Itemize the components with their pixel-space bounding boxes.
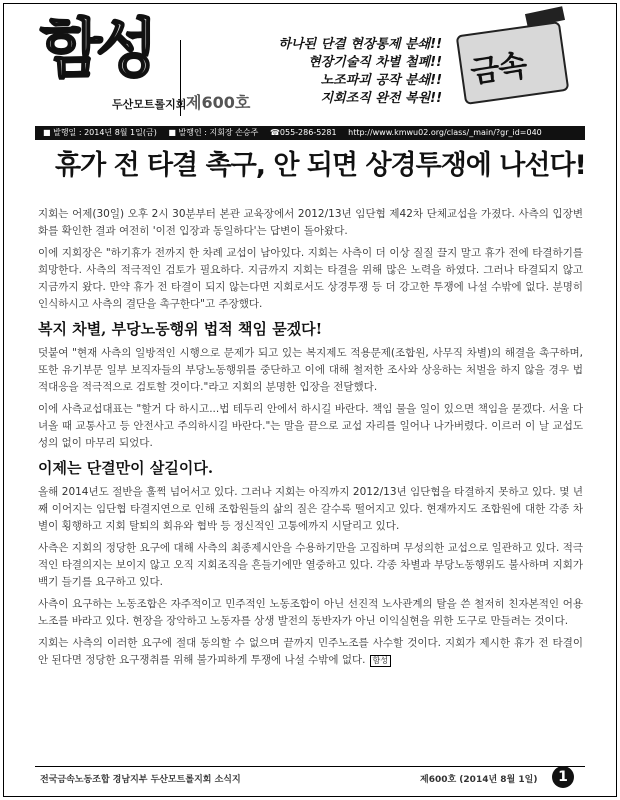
- slogan-item: 현장기술직 차별 철폐!!: [308, 55, 442, 70]
- publisher: ■ 발행인 : 지회장 손승주: [168, 128, 259, 137]
- paragraph: [38, 635, 583, 669]
- paragraph: 사측이 요구하는 노동조합은 자주적이고 민주적인 노동조합이 아닌 선진적 노사관계의 탈을 쓴 철저히 친자본적인 어용노조를 바라고 있다. 현장을 장악하고 노동자를 상생 발전의 동반자가 아닌 이익실현을 위한 도구로 만들려는 것이다.: [38, 598, 583, 627]
- union-logo-text: 금속: [468, 48, 529, 91]
- footer-issue: 제600호 (2014년 8월 1일): [420, 775, 538, 785]
- paragraph: 이에 사측교섭대표는 "할거 다 하시고...법 테두리 안에서 하시길 바란다. 책임 물을 일이 있으면 책임을 묻겠다. 서울 다녀올 때 교통사고 등 안전사고 주의하시길 바란다."는 말을 끝으로 교섭 자리를 일어나 나가버렸다. 이르러 이 날 교섭도 성의 없이 마무리 되었다.: [38, 403, 583, 449]
- paragraph: 올해 2014년도 절반을 훌쩍 넘어서고 있다. 그러나 지회는 아직까지 2012/13년 임단협을 타결하지 못하고 있다. 몇 년째 이어지는 임단협 타결지연으로 인해 조합원들의 삶의 질은 갈수록 떨어지고 있다. 현재까지도 조합원에 대한 각종 차별이 횡행하고 지회 탈퇴의 회유와 협박 등 정신적인 고통에까지 시달리고 있다.: [38, 486, 583, 532]
- publication-info-bar: [35, 126, 585, 140]
- newsletter-title: 함성: [40, 13, 152, 87]
- footer-divider: [35, 766, 585, 767]
- slogan-item: 지회조직 완전 복원!!: [320, 91, 442, 106]
- headline: 휴가 전 타결 촉구, 안 되면 상경투쟁에 나선다!: [55, 150, 586, 181]
- paragraph: 지회는 어제(30일) 오후 2시 30분부터 본관 교육장에서 2012/13년 임단협 제42차 단체교섭을 가졌다. 사측의 입장변화를 확인한 결과 여전히 '이전 입장과 동일하다'는 답변이 돌아왔다.: [38, 208, 583, 237]
- section-heading: 복지 차별, 부당노동행위 법적 책임 묻겠다!: [38, 320, 323, 338]
- slogan-item: 하나된 단결 현장통제 분쇄!!: [278, 37, 442, 52]
- masthead: [0, 0, 620, 137]
- footer-publisher: 전국금속노동조합 경남지부 두산모트롤지회 소식지: [40, 775, 241, 785]
- end-tag: 함성: [370, 655, 391, 667]
- paragraph: 덧붙여 "현재 사측의 일방적인 시행으로 문제가 되고 있는 복지제도 적용문제(조합원, 사무직 차별)의 해결을 촉구하며, 또한 유기부문 일부 보직자들의 부당노동행위를 중단하고 이에 대해 철저한 조사와 상응하는 처벌을 하지 않을 경우 법적대응을 적극적으로 검토할 것이다."라고 지회의 분명한 입장을 전달했다.: [38, 347, 583, 393]
- paragraph-text: 지회는 사측의 이러한 요구에 절대 동의할 수 없으며 끝까지 민주노조를 사수할 것이다. 지회가 제시한 휴가 전 타결이 안 된다면 정당한 요구쟁취를 위해 불가피하게 투쟁에 나설 수밖에 없다.: [38, 637, 583, 666]
- union-fist-logo: [450, 8, 570, 118]
- section-heading: 이제는 단결만이 살길이다.: [38, 459, 214, 477]
- newsletter-subtitle: 두산모트롤지회: [112, 98, 187, 111]
- website-url[interactable]: http://www.kmwu02.org/class/_main/?gr_id=040: [348, 128, 542, 137]
- slogan-item: 노조파괴 공작 분쇄!!: [320, 73, 442, 88]
- article-body: [38, 206, 583, 674]
- publish-date: ■ 발행일 : 2014년 8월 1일(금): [43, 128, 157, 137]
- issue-number: 제600호: [186, 93, 251, 112]
- paragraph: 사측은 지회의 정당한 요구에 대해 사측의 최종제시안을 수용하기만을 고집하며 무성의한 교섭으로 일관하고 있다. 적극적인 타결의지는 보이지 않고 오직 지회조직을 흔들기에만 열중하고 있다. 각종 차별과 부당노동행위도 불사하며 지회가 백기 들기를 요구하고 있다.: [38, 542, 583, 588]
- phone-number: ☎055-286-5281: [269, 128, 337, 137]
- slogan-list: [278, 36, 442, 108]
- page-number: 1: [552, 766, 574, 788]
- paragraph: 이에 지회장은 "하기휴가 전까지 한 차례 교섭이 남아있다. 지회는 사측이 더 이상 질질 끌지 말고 휴가 전에 타결하기를 희망한다. 사측의 적극적인 검토가 필요하다. 지금까지 지회는 타결을 위해 많은 노력을 하였다. 그러나 타결되지 않고 지금까지 왔다. 만약 휴가 전 타결이 되지 않는다면 지회로서도 상경투쟁 등 더 강고한 투쟁에 나설 수밖에 없다. 분명히 인식하시고 사측의 결단을 촉구한다"고 주장했다.: [38, 247, 583, 310]
